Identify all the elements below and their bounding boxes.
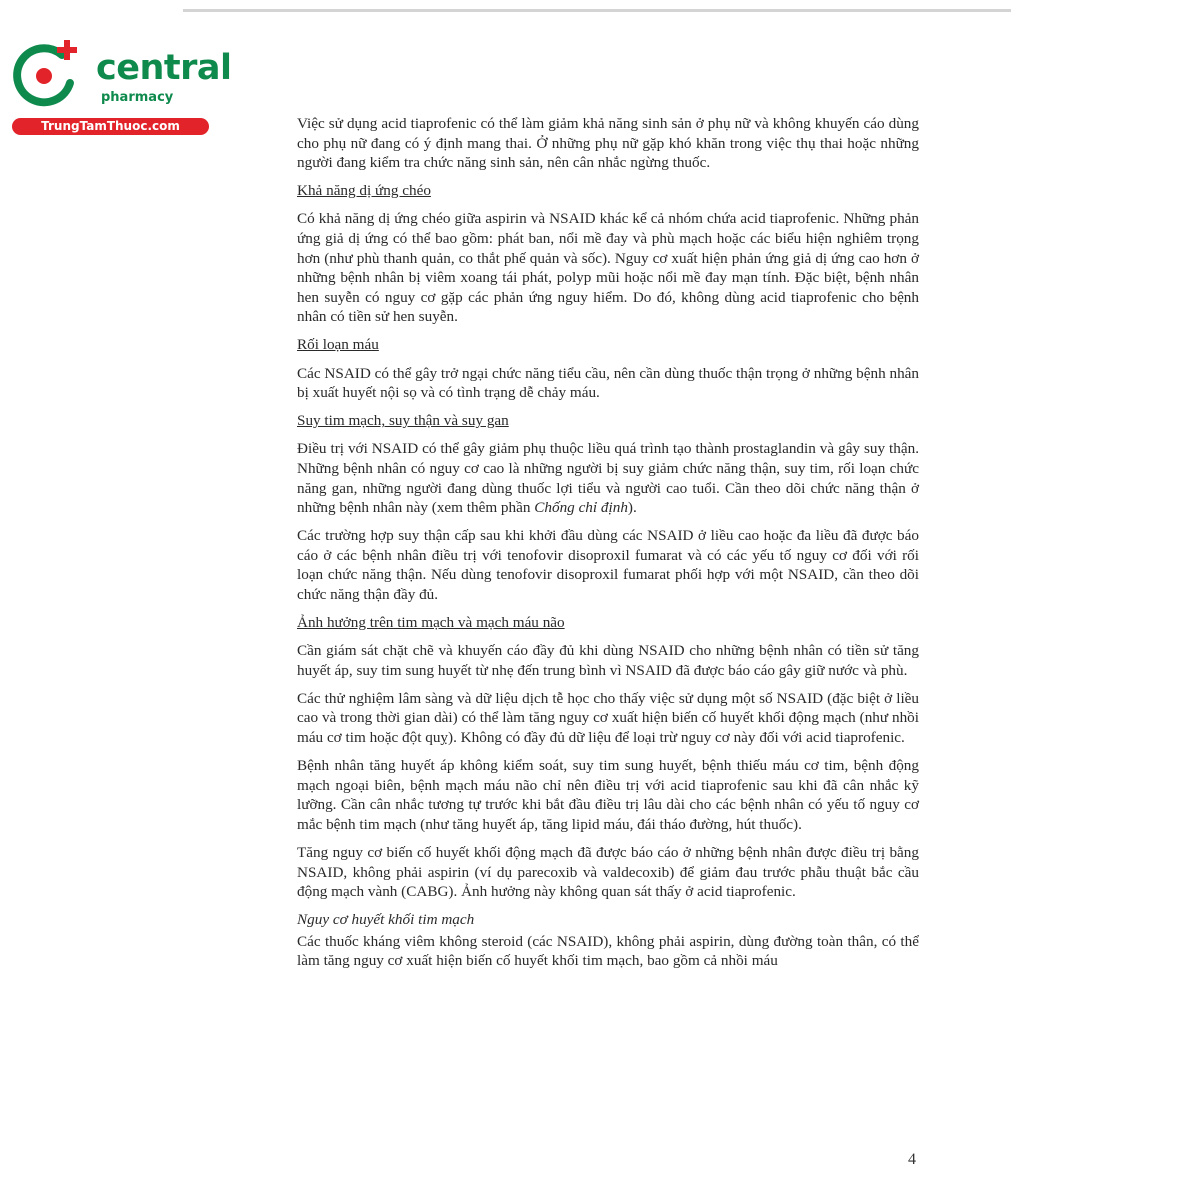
paragraph-text: Điều trị với NSAID có thể gây giảm phụ thuộc liều quá trình tạo thành prostaglandin và gây suy thận. Những bệnh nhân có nguy cơ cao là những người bị suy giảm chức năng thận, suy tim, rối loạn chức năng gan, những người đang dùng thuốc lợi tiểu và người cao tuổi. Cần theo dõi chức năng thận ở những bệnh nhân này (xem thêm phần xyxy=(297,440,919,517)
paragraph: Các NSAID có thể gây trở ngại chức năng tiểu cầu, nên cần dùng thuốc thận trọng ở những bệnh nhân bị xuất huyết nội sọ và có tình trạng dễ chảy máu. xyxy=(297,364,919,402)
paragraph: Việc sử dụng acid tiaprofenic có thể làm giảm khả năng sinh sản ở phụ nữ và không khuyến cáo dùng cho phụ nữ đang có ý định mang thai. Ở những phụ nữ gặp khó khăn trong việc thụ thai hoặc những người đang kiểm tra chức năng sinh sản, nên cân nhắc ngừng thuốc. xyxy=(297,115,919,172)
subsection-heading-thrombosis: Nguy cơ huyết khối tim mạch xyxy=(297,911,475,929)
paragraph: Có khả năng dị ứng chéo giữa aspirin và NSAID khác kể cả nhóm chứa acid tiaprofenic. Những phản ứng giả dị ứng có thể bao gồm: phát ban, nổi mề đay và phù mạch hoặc các biểu hiện nghiêm trọng hơn (như phù thanh quản, co thắt phế quản và sốc). Nguy cơ xuất hiện phản ứng giả dị ứng cao hơn ở những bệnh nhân bị viêm xoang tái phát, polyp mũi hoặc nổi mề đay mạn tính. Đặc biệt, bệnh nhân hen suyễn có nguy cơ gặp các phản ứng nguy hiểm. Do đó, không dùng acid tiaprofenic cho bệnh nhân có tiền sử hen suyễn. xyxy=(297,210,919,326)
paragraph-text: ). xyxy=(627,499,637,517)
section-heading-blood-disorders: Rối loạn máu xyxy=(297,336,379,354)
paragraph: Bệnh nhân tăng huyết áp không kiểm soát, suy tim sung huyết, bệnh thiếu máu cơ tim, bệnh động mạch ngoại biên, bệnh mạch máu não chỉ nên điều trị với acid tiaprofenic sau khi đã cân nhắc kỹ lưỡng. Cần cân nhắc tương tự trước khi bắt đầu điều trị lâu dài cho các bệnh nhân có yếu tố nguy cơ mắc bệnh tim mạch (như tăng huyết áp, tăng lipid máu, đái tháo đường, hút thuốc). xyxy=(297,757,919,833)
paragraph xyxy=(297,439,919,517)
section-heading-cross-allergy: Khả năng dị ứng chéo xyxy=(297,182,431,200)
section-heading-cardiovascular: Ảnh hưởng trên tim mạch và mạch máu não xyxy=(297,614,565,632)
contraindication-reference: Chống chỉ định xyxy=(534,499,628,517)
paragraph: Cần giám sát chặt chẽ và khuyến cáo đầy đủ khi dùng NSAID cho những bệnh nhân có tiền sử tăng huyết áp, suy tim sung huyết từ nhẹ đến trung bình vì NSAID đã được báo cáo gây giữ nước và phù. xyxy=(297,642,919,679)
paragraph: Tăng nguy cơ biến cố huyết khối động mạch đã được báo cáo ở những bệnh nhân được điều trị bằng NSAID, không phải aspirin (ví dụ parecoxib và valdecoxib) để giảm đau trước phẫu thuật bắc cầu động mạch vành (CABG). Ảnh hưởng này không quan sát thấy ở acid tiaprofenic. xyxy=(297,844,919,901)
paragraph: Các trường hợp suy thận cấp sau khi khởi đầu dùng các NSAID ở liều cao hoặc đa liều đã được báo cáo ở các bệnh nhân điều trị với tenofovir disoproxil fumarat và có các yếu tố nguy cơ đối với rối loạn chức năng thận. Nếu dùng tenofovir disoproxil fumarat phối hợp với một NSAID, cần theo dõi chức năng thận đầy đủ. xyxy=(297,527,919,603)
website-link[interactable]: TrungTamThuoc.com xyxy=(12,118,209,135)
paragraph: Các thử nghiệm lâm sàng và dữ liệu dịch tễ học cho thấy việc sử dụng một số NSAID (đặc biệt ở liều cao và trong thời gian dài) có thể làm tăng nguy cơ xuất hiện biến cố huyết khối động mạch (như nhồi máu cơ tim hoặc đột quỵ). Không có đầy đủ dữ liệu để loại trừ nguy cơ này đối với acid tiaprofenic. xyxy=(297,689,919,747)
top-rule xyxy=(183,9,1011,12)
paragraph: Các thuốc kháng viêm không steroid (các NSAID), không phải aspirin, dùng đường toàn thân, có thể làm tăng nguy cơ xuất hiện biến cố huyết khối tim mạch, bao gồm cả nhồi máu xyxy=(297,932,919,970)
page-number: 4 xyxy=(908,1151,916,1168)
brand-name: central xyxy=(96,48,232,88)
brand-logo[interactable] xyxy=(10,38,232,138)
document-body xyxy=(297,114,919,980)
central-pharmacy-logo-icon xyxy=(10,38,82,110)
section-heading-organ-failure: Suy tim mạch, suy thận và suy gan xyxy=(297,412,509,430)
brand-subtitle: pharmacy xyxy=(101,90,174,105)
